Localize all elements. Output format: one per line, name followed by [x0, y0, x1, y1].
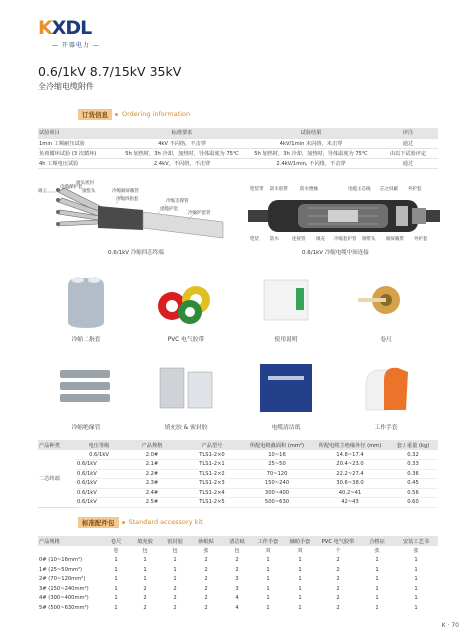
table-row [38, 594, 438, 604]
cell: 1 [414, 595, 418, 602]
cell: 1 [414, 604, 418, 611]
th: 产品规格 [141, 442, 163, 449]
diagram-label: 电缆护套 [160, 207, 178, 212]
diagram-label: 端子 [38, 189, 47, 194]
cell: 2 [336, 585, 340, 592]
product-pvc-tape [138, 266, 234, 344]
splice-diagram [248, 180, 440, 260]
product-cold-shrink-tube [38, 354, 134, 432]
cell: 2.5# [122, 498, 182, 508]
cell: 包 [234, 548, 240, 555]
cell: 3 [235, 576, 239, 583]
accessory-table-header [38, 536, 438, 546]
th: 密封胶 [167, 538, 183, 545]
cell: TLS1-2×3 [182, 479, 242, 489]
cell: 500~630 [242, 498, 312, 508]
product-group: 二芯终端 [38, 450, 76, 507]
th: 辅助手套 [289, 538, 311, 545]
cell: 0.32 [388, 450, 438, 460]
product-name: 工作手套 [374, 425, 398, 431]
cell: 150~240 [242, 479, 312, 489]
table-row [38, 469, 438, 479]
cell: 2 [204, 557, 208, 564]
product-name: 卷尺 [380, 337, 392, 343]
product-cold-shrink-two-finger [38, 266, 134, 344]
cell: 1 [114, 576, 118, 583]
cell: 2 [336, 557, 340, 564]
cell: 2 [336, 576, 340, 583]
cell: 个 [335, 548, 341, 555]
table-row [38, 565, 438, 575]
model-table [38, 440, 438, 508]
cell: 0.36 [388, 469, 438, 479]
cell: 2 [173, 604, 177, 611]
diagram-label: 冷缩铜屏蔽管 [112, 189, 139, 194]
product-name: 电缆清洁纸 [271, 425, 301, 431]
cell: 2 [336, 604, 340, 611]
table-row [38, 158, 438, 168]
tape-roll-icon [138, 266, 234, 332]
th: 工作手套 [257, 538, 279, 545]
table-row [38, 460, 438, 470]
cell: 1min 工频耐压试验 [38, 138, 120, 148]
cell: 1 [114, 557, 118, 564]
cell: 1 [375, 576, 379, 583]
table-row [38, 488, 438, 498]
sealant-pack-icon [138, 354, 234, 420]
th: 产品种类 [39, 442, 60, 449]
cell: 1 [266, 566, 270, 573]
cell: 70~120 [242, 469, 312, 479]
cell: 1 [414, 557, 418, 564]
cell: 0.45 [388, 479, 438, 489]
page-subtitle: 全冷缩电缆附件 [38, 82, 94, 91]
product-tape-measure [338, 266, 434, 344]
cleaning-pack-icon [238, 354, 334, 420]
cell: 2.4kV，不闪络，不击穿 [120, 158, 244, 168]
cell: 40.2~41 [312, 488, 388, 498]
tape-measure-icon [338, 266, 434, 332]
cell: 14.8~17.4 [312, 450, 388, 460]
th: 清洁纸 [229, 538, 245, 545]
product-name: PVC 电气胶带 [167, 337, 205, 343]
cell: 4# (300~400mm²) [39, 595, 89, 602]
diagram-label: 冷缩护套管 [188, 211, 211, 216]
cell: 双 [297, 548, 303, 555]
breakout-boot-icon [38, 266, 134, 332]
cell: 0.6/1kV [76, 460, 122, 470]
cell: 2 [143, 595, 147, 602]
product-sealant [138, 354, 234, 432]
cell: 1 [298, 566, 302, 573]
logo-mark-icon [38, 16, 108, 38]
th: 套 / 重量 (kg) [396, 442, 430, 449]
cell: 通过 [378, 158, 438, 168]
accessory-table [38, 536, 438, 613]
ordering-section-header [78, 108, 190, 120]
th: PVC 电气胶带 [321, 538, 355, 545]
cell: TLS1-2×5 [182, 498, 242, 508]
cell: 0.56 [388, 488, 438, 498]
diagram-caption: 0.6/1kV 冷缩电缆中间连接 [302, 250, 369, 256]
cell: 1 [375, 604, 379, 611]
shrink-tube-icon [38, 354, 134, 420]
product-name: 填充胶 & 密封胶 [164, 425, 208, 431]
cell: 1 [114, 585, 118, 592]
cell: 双 [265, 548, 271, 555]
cell: 1 [114, 595, 118, 602]
diagram-label: 冷缩四指套 [116, 197, 139, 202]
cell: TLS1-2×4 [182, 488, 242, 498]
cell: 0.6/1kV [76, 450, 122, 460]
cell: 0.6/1kV [76, 479, 122, 489]
diagram-label: 端头密封 [76, 181, 94, 186]
cell: 2 [336, 566, 340, 573]
cell: 2 [204, 595, 208, 602]
th: 砂纸贴 [198, 538, 214, 545]
cell: 2 [204, 585, 208, 592]
cell: 1 [114, 566, 118, 573]
cell: 4kV/1min 未闪络，未击穿 [244, 138, 378, 148]
cell: 1 [414, 566, 418, 573]
table-row [38, 584, 438, 594]
cell: 1 [298, 585, 302, 592]
th: 标准要求 [120, 128, 244, 138]
th: 安装工艺书 [403, 538, 429, 545]
logo-subtitle: — 开器电力 — [52, 42, 100, 49]
diagram-label: 防水胶带 [270, 187, 288, 192]
product-name: 使用说明 [274, 337, 298, 343]
ordering-en: Ordering information [122, 110, 191, 118]
cell: 2 [143, 604, 147, 611]
cell: 由以下试验评定 [378, 148, 438, 158]
th: 填充胶 [137, 538, 153, 545]
diagram-label: 连接管 [292, 237, 306, 242]
cell: 3 [235, 585, 239, 592]
diagram-label: 外护套 [408, 187, 422, 192]
cell: 2 [336, 595, 340, 602]
th: 卷尺 [110, 538, 122, 545]
table-row [38, 575, 438, 585]
th: 电压等级 [88, 442, 110, 449]
cell: 1 [266, 576, 270, 583]
cell: 10~16 [242, 450, 312, 460]
cell: 0.6/1kV [76, 498, 122, 508]
diagram-label: 外护套 [414, 237, 428, 242]
table-row [38, 603, 438, 613]
cell: 1 [143, 576, 147, 583]
cell: 2 [173, 595, 177, 602]
cell: TLS1-2×1 [182, 460, 242, 470]
cell: 4kV 不闪络，不击穿 [120, 138, 244, 148]
cell: 2 [204, 576, 208, 583]
ordering-tag: 订货信息 [78, 109, 112, 120]
cell: 张 [203, 548, 209, 555]
brand-logo [38, 16, 108, 50]
cell: 300~400 [242, 488, 312, 498]
th: 合格证 [369, 538, 385, 545]
cell: 包 [172, 548, 178, 555]
diagram-label: 防水绝缘 [300, 187, 318, 192]
cell: 1 [173, 576, 177, 583]
cell: 30.6~38.0 [312, 479, 388, 489]
cell: 4 [235, 604, 239, 611]
cell: 2 [204, 604, 208, 611]
product-instructions [238, 266, 334, 344]
product-name: 冷缩绝缘管 [71, 425, 101, 431]
cell: 1 [266, 557, 270, 564]
accessory-tag: 标准配件包 [78, 517, 119, 528]
cell: 1 [375, 585, 379, 592]
cell: 42~43 [312, 498, 388, 508]
diagram-label: 电缆保护套 [60, 185, 83, 190]
diagram-label: 冷缩支撑管 [166, 199, 189, 204]
cell: 2 [204, 566, 208, 573]
cell: 0.6/1kV [76, 488, 122, 498]
diagram-label: 冷缩套护管 [334, 237, 357, 242]
cell: 1 [173, 566, 177, 573]
cell: 0.6/1kV [76, 469, 122, 479]
cell: 1 [173, 557, 177, 564]
cell: 25~50 [242, 460, 312, 470]
diagram-label: 电缆主芯线 [348, 187, 371, 192]
cell: 5# (500~630mm²) [39, 604, 89, 611]
svg-text:KXDL: KXDL [38, 17, 92, 38]
th: 所配电缆截面积 (mm²) [249, 442, 305, 449]
cell: TLS1-2×2 [182, 469, 242, 479]
product-cleaning-paper [238, 354, 334, 432]
cell: 4h 工频电压试验 [38, 158, 120, 168]
cell: 20.4~23.0 [312, 460, 388, 470]
cell [38, 546, 102, 556]
bullet-icon [115, 113, 118, 116]
cell: 1 [375, 557, 379, 564]
cell: 1 [298, 557, 302, 564]
cell: 1 [414, 585, 418, 592]
cell: 张 [413, 548, 419, 555]
termination-diagram [38, 180, 238, 260]
table-row [38, 556, 438, 566]
page-title: 0.6/1kV 8.7/15kV 35kV [38, 64, 182, 79]
cell: 2 [143, 585, 147, 592]
cell: TLS1-2×0 [182, 450, 242, 460]
th: 产品型号 [201, 442, 223, 449]
table-row [38, 450, 438, 460]
diagram-label: 指套头 [82, 189, 96, 194]
cell: 负荷循环试验 (3 次循环) [38, 148, 120, 158]
cell: 2.3# [122, 479, 182, 489]
cell: 1 [266, 595, 270, 602]
diagram-label: 芯之屏蔽 [380, 187, 398, 192]
diagram-label: 钢带头 [362, 237, 376, 242]
diagram-label: 铜屏蔽带 [386, 237, 404, 242]
cell: 2 [235, 566, 239, 573]
cell: 卷 [113, 548, 119, 555]
cell: 1 [266, 585, 270, 592]
unit-row [38, 546, 438, 556]
cell: 2 [235, 557, 239, 564]
cell: 5h 加热时，3h 冷却，加热时，导体温度为 75℃ [120, 148, 244, 158]
th: 试验结果 [244, 128, 378, 138]
page-number: K · 70 [441, 622, 459, 629]
cell: 1 [414, 576, 418, 583]
model-table-header [38, 440, 438, 450]
cell: 2.4# [122, 488, 182, 498]
test-table [38, 128, 438, 169]
accessory-section-header [78, 516, 203, 528]
cell: 2.2# [122, 469, 182, 479]
table-row [38, 148, 438, 158]
diagram-label: 铠装带 [250, 187, 264, 192]
accessory-en: Standard accessory kit [128, 518, 203, 526]
cell: 1 [298, 604, 302, 611]
cell: 1 [143, 566, 147, 573]
th: 所配电缆主绝缘外径 (mm) [318, 442, 382, 449]
product-name: 冷缩二指套 [71, 337, 101, 343]
bullet-icon [122, 521, 125, 524]
th: 产品规格 [39, 538, 60, 545]
cell: 1 [143, 557, 147, 564]
cell: 0.60 [388, 498, 438, 508]
gloves-icon [338, 354, 434, 420]
cell: 1 [375, 595, 379, 602]
cell: 0# (10~16mm²) [39, 557, 83, 564]
table-row [38, 498, 438, 508]
cell: 1 [375, 566, 379, 573]
cell: 1 [266, 604, 270, 611]
cell: 0.33 [388, 460, 438, 470]
diagram-label: 防水 [270, 237, 279, 242]
cell: 张 [374, 548, 380, 555]
instruction-bag-icon [238, 266, 334, 332]
diagram-label: 填充 [316, 237, 325, 242]
cell: 2# (70~120mm²) [39, 576, 86, 583]
cell: 1# (25~50mm²) [39, 566, 83, 573]
cell: 2.1# [122, 460, 182, 470]
th: 试验项目 [38, 128, 120, 138]
cell: 2 [173, 585, 177, 592]
test-table-header [38, 128, 438, 138]
cell: 22.2~27.4 [312, 469, 388, 479]
cell: 3# (150~240mm²) [39, 585, 89, 592]
cell: 2.4kV/1min, 不闪络，不击穿 [244, 158, 378, 168]
diagram-caption: 0.6/1kV 冷缩四芯终端 [108, 250, 164, 256]
cell: 5h 加热时，3h 冷却，加热时，导体温度为 75℃ [244, 148, 378, 158]
diagram-label: 铠装 [250, 237, 259, 242]
cell: 1 [298, 595, 302, 602]
table-row [38, 479, 438, 489]
cell: 1 [114, 604, 118, 611]
cell: 2.0# [122, 450, 182, 460]
th: 评注 [378, 128, 438, 138]
product-work-gloves [338, 354, 434, 432]
table-row [38, 138, 438, 148]
cell: 包 [142, 548, 148, 555]
cell: 1 [298, 576, 302, 583]
cell: 4 [235, 595, 239, 602]
cell: 通过 [378, 138, 438, 148]
